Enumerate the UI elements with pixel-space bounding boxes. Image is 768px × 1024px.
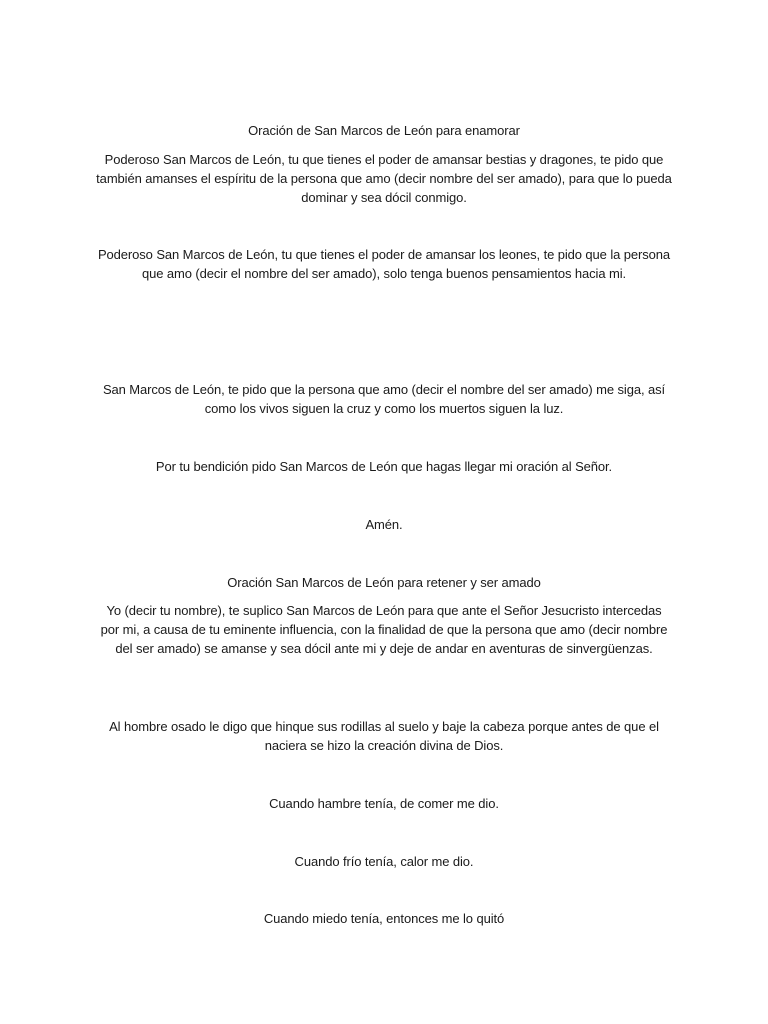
prayer-paragraph-2: Poderoso San Marcos de León, tu que tienes el poder de amansar los leones, te pido que la persona que amo (decir el nombre del ser amado), solo tenga buenos pensamientos hacia mi. (97, 247, 671, 281)
prayer-title-2: Oración San Marcos de León para retener y ser amado (227, 575, 541, 590)
prayer-paragraph-1: Poderoso San Marcos de León, tu que tienes el poder de amansar bestias y dragones, te pido que también amanses el espíritu de la persona que amo (decir nombre del ser amado), para que lo pueda dominar y sea dócil conmigo. (96, 152, 672, 205)
prayer-paragraph-9: Cuando frío tenía, calor me dio. (294, 854, 474, 869)
prayer-paragraph-7: Al hombre osado le digo que hinque sus rodillas al suelo y baje la cabeza porque antes de que el naciera se hizo la creación divina de Dios. (109, 719, 659, 753)
prayer-paragraph-3: San Marcos de León, te pido que la persona que amo (decir el nombre del ser amado) me siga, así como los vivos siguen la cruz y como los muertos siguen la luz. (102, 382, 666, 416)
prayer-paragraph-4: Por tu bendición pido San Marcos de León que hagas llegar mi oración al Señor. (155, 459, 613, 474)
prayer-paragraph-10: Cuando miedo tenía, entonces me lo quitó (263, 911, 505, 926)
prayer-paragraph-8: Cuando hambre tenía, de comer me dio. (269, 796, 499, 811)
prayer-title-1: Oración de San Marcos de León para enamorar (248, 123, 520, 138)
prayer-paragraph-6: Yo (decir tu nombre), te suplico San Marcos de León para que ante el Señor Jesucristo intercedas por mi, a causa de tu eminente influencia, con la finalidad de que la persona que amo (decir nombre del ser amado) se amanse y sea dócil ante mi y deje de andar en aventuras de sinvergüenzas. (100, 603, 668, 656)
prayer-amen: Amén. (365, 517, 403, 532)
